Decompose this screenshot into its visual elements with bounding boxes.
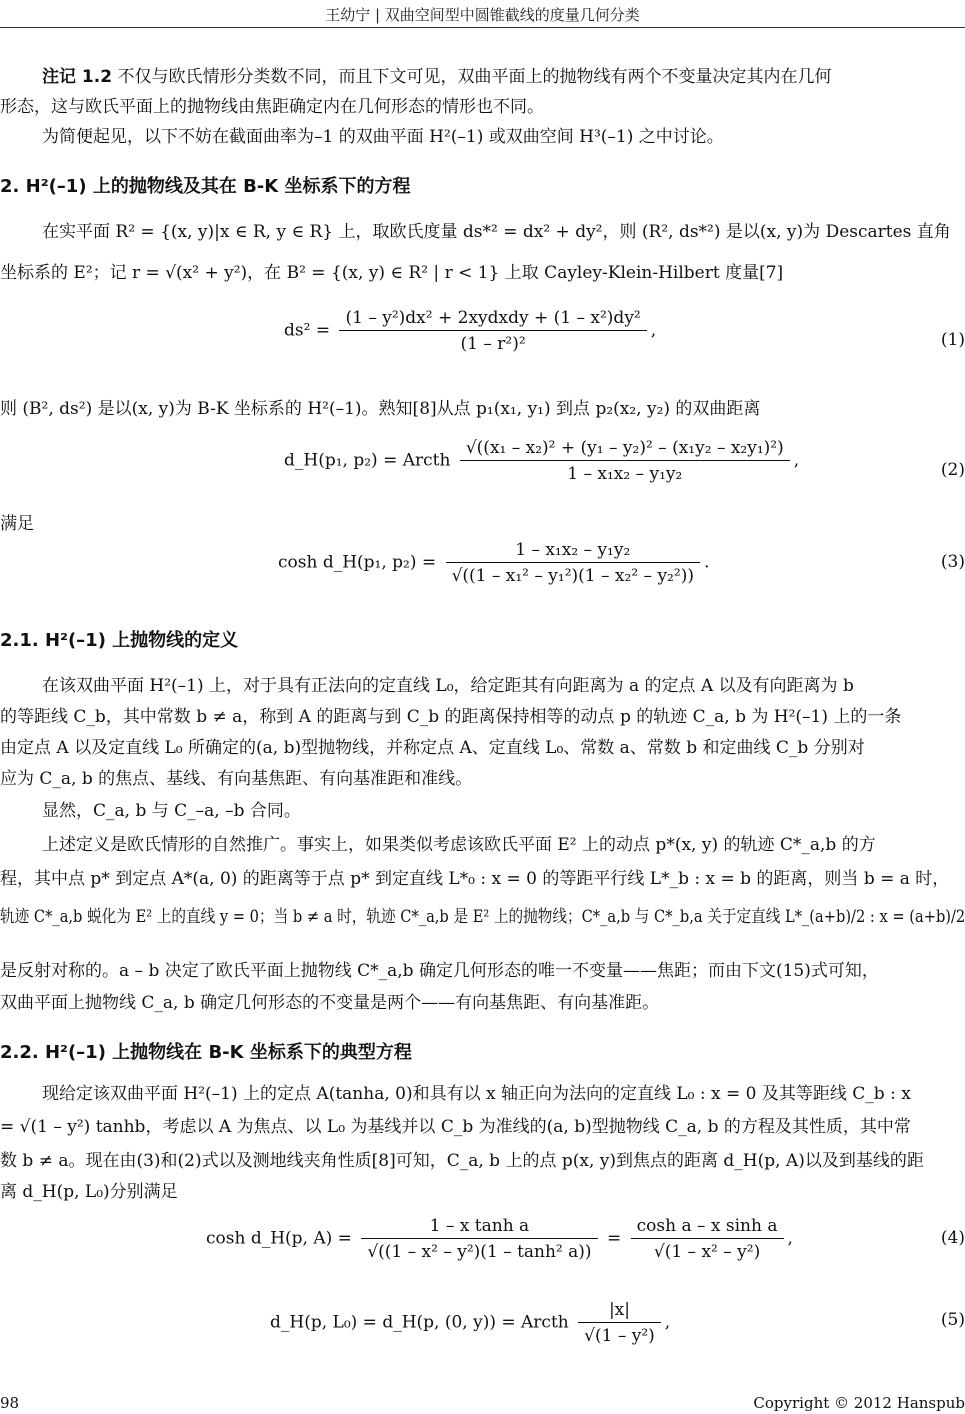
- eq4-tail: ,: [787, 1228, 793, 1249]
- s21-line-9: 是反射对称的。a – b 决定了欧氏平面上抛物线 C*_a,b 确定几何形态的唯一不变量——焦距；而由下文(15)式可知，: [0, 961, 879, 981]
- eq4-equals: =: [606, 1228, 622, 1249]
- eq2-denominator: 1 – x₁x₂ – y₁y₂: [567, 464, 683, 484]
- eq5-tail: ,: [664, 1312, 671, 1333]
- eq2-fraction: [460, 438, 790, 484]
- eq5-numerator: |x|: [578, 1300, 661, 1323]
- eq4-fraction-1: [361, 1216, 597, 1262]
- eq1-denominator: (1 – r²)²: [460, 334, 526, 354]
- s21-line-7: 程，其中点 p* 到定点 A*(a, 0) 的距离等于点 p* 到定直线 L*₀ : x = 0 的等距平行线 L*_b : x = b 的距离，则当 b = a 时，: [0, 869, 950, 889]
- eq3-denominator: √((1 – x₁² – y₁²)(1 – x₂² – y₂²)): [451, 566, 694, 586]
- eq1-numerator: (1 – y²)dx² + 2xydxdy + (1 – x²)dy²: [339, 308, 646, 331]
- eq5-fraction: [578, 1300, 661, 1346]
- eq5-lhs: d_H(p, L₀) = d_H(p, (0, y)) = Arcth: [270, 1312, 569, 1333]
- equation-1: [284, 308, 656, 354]
- eq3-tail: .: [703, 552, 710, 573]
- eq2-lhs: d_H(p₁, p₂) = Arcth: [284, 450, 451, 471]
- eq5-number: (5): [940, 1310, 965, 1330]
- note-line-1: [42, 66, 965, 88]
- eq3-fraction: [446, 540, 700, 586]
- eq3-lhs: cosh d_H(p₁, p₂) =: [278, 552, 437, 573]
- eq4-numerator-1: 1 – x tanh a: [361, 1216, 597, 1239]
- eq1-fraction: [339, 308, 646, 354]
- page-number: 98: [0, 1394, 20, 1412]
- s21-line-5: 显然，C_a, b 与 C_–a, –b 合同。: [42, 801, 301, 821]
- eq4-denominator-2: √(1 – x² – y²): [653, 1242, 761, 1262]
- simplify-paragraph: 为简便起见，以下不妨在截面曲率为–1 的双曲平面 H²(–1) 或双曲空间 H³(–1) 之中讨论。: [42, 127, 724, 147]
- equation-5: [270, 1300, 670, 1346]
- eq4-fraction-2: [631, 1216, 784, 1262]
- eq3-number: (3): [940, 552, 965, 572]
- eq1-number: (1): [940, 330, 965, 350]
- s2-intro-line-1: 在实平面 R² = {(x, y)|x ∈ R, y ∈ R} 上，取欧氏度量 ds*² = dx² + dy²，则 (R², ds*²) 是以(x, y)为 Descartes 直角: [42, 222, 951, 242]
- section-2-heading: 2. H²(–1) 上的抛物线及其在 B-K 坐标系下的方程: [0, 176, 411, 197]
- s22-line-3: 数 b ≠ a。现在由(3)和(2)式以及测地线夹角性质[8]可知，C_a, b 上的点 p(x, y)到焦点的距离 d_H(p, A)以及到基线的距: [0, 1151, 924, 1171]
- s21-line-1: 在该双曲平面 H²(–1) 上，对于具有正法向的定直线 L₀，给定距其有向距离为 a 的定点 A 以及有向距离为 b: [42, 676, 854, 696]
- s21-line-6: 上述定义是欧氏情形的自然推广。事实上，如果类似考虑该欧氏平面 E² 上的动点 p*(x, y) 的轨迹 C*_a,b 的方: [42, 835, 876, 855]
- header-rule: [0, 27, 965, 28]
- section-2-2-heading: 2.2. H²(–1) 上抛物线在 B-K 坐标系下的典型方程: [0, 1042, 412, 1063]
- s2-satisfy: 满足: [0, 514, 34, 534]
- eq4-number: (4): [940, 1228, 965, 1248]
- s21-line-4: 应为 C_a, b 的焦点、基线、有向基焦距、有向基准距和准线。: [0, 769, 473, 789]
- note-line-2: 形态，这与欧氏平面上的抛物线由焦距确定内在几何形态的情形也不同。: [0, 97, 544, 117]
- eq4-numerator-2: cosh a – x sinh a: [631, 1216, 784, 1239]
- eq1-lhs: ds² =: [284, 320, 331, 341]
- s22-line-1: 现给定该双曲平面 H²(–1) 上的定点 A(tanha, 0)和具有以 x 轴正向为法向的定直线 L₀ : x = 0 及其等距线 C_b : x: [42, 1084, 911, 1104]
- section-2-1-heading: 2.1. H²(–1) 上抛物线的定义: [0, 630, 239, 651]
- s22-line-4: 离 d_H(p, L₀)分别满足: [0, 1182, 178, 1202]
- equation-2: [284, 438, 799, 484]
- eq4-lhs: cosh d_H(p, A) =: [206, 1228, 352, 1249]
- eq2-tail: ,: [793, 450, 800, 471]
- eq5-denominator: √(1 – y²): [584, 1326, 655, 1346]
- s2-intro-line-2: 坐标系的 E²；记 r = √(x² + y²)，在 B² = {(x, y) ∈ R² | r < 1} 上取 Cayley-Klein-Hilbert 度量[7]: [0, 263, 784, 283]
- eq1-tail: ,: [650, 320, 657, 341]
- s21-line-10: 双曲平面上抛物线 C_a, b 确定几何形态的不变量是两个——有向基焦距、有向基准距。: [0, 993, 660, 1013]
- equation-3: [278, 540, 709, 586]
- eq3-numerator: 1 – x₁x₂ – y₁y₂: [446, 540, 700, 563]
- eq4-denominator-1: √((1 – x² – y²)(1 – tanh² a)): [367, 1242, 592, 1262]
- s21-line-8: 轨迹 C*_a,b 蜕化为 E² 上的直线 y = 0；当 b ≠ a 时，轨迹 C*_a,b 是 E² 上的抛物线；C*_a,b 与 C*_b,a 关于定直线 L*_(a+b)/2 : x = (a+b)/2: [0, 907, 965, 927]
- note-label: 注记 1.2: [42, 67, 113, 87]
- copyright: Copyright © 2012 Hanspub: [753, 1394, 965, 1412]
- equation-4: [206, 1216, 793, 1262]
- note-text-1: 不仅与欧氏情形分类数不同，而且下文可见，双曲平面上的抛物线有两个不变量决定其内在几何: [117, 67, 832, 87]
- running-header: 王幼宁 | 双曲空间型中圆锥截线的度量几何分类: [325, 6, 640, 24]
- eq2-number: (2): [940, 460, 965, 480]
- eq2-numerator: √((x₁ – x₂)² + (y₁ – y₂)² – (x₁y₂ – x₂y₁)²): [460, 438, 790, 461]
- s21-line-3: 由定点 A 以及定直线 L₀ 所确定的(a, b)型抛物线，并称定点 A、定直线 L₀、常数 a、常数 b 和定曲线 C_b 分别对: [0, 738, 865, 758]
- s2-then-line: 则 (B², ds²) 是以(x, y)为 B-K 坐标系的 H²(–1)。熟知[8]从点 p₁(x₁, y₁) 到点 p₂(x₂, y₂) 的双曲距离: [0, 399, 761, 419]
- s22-line-2: = √(1 – y²) tanhb，考虑以 A 为焦点、以 L₀ 为基线并以 C_b 为准线的(a, b)型抛物线 C_a, b 的方程及其性质，其中常: [0, 1117, 911, 1137]
- s21-line-2: 的等距线 C_b，其中常数 b ≠ a，称到 A 的距离与到 C_b 的距离保持相等的动点 p 的轨迹 C_a, b 为 H²(–1) 上的一条: [0, 707, 902, 727]
